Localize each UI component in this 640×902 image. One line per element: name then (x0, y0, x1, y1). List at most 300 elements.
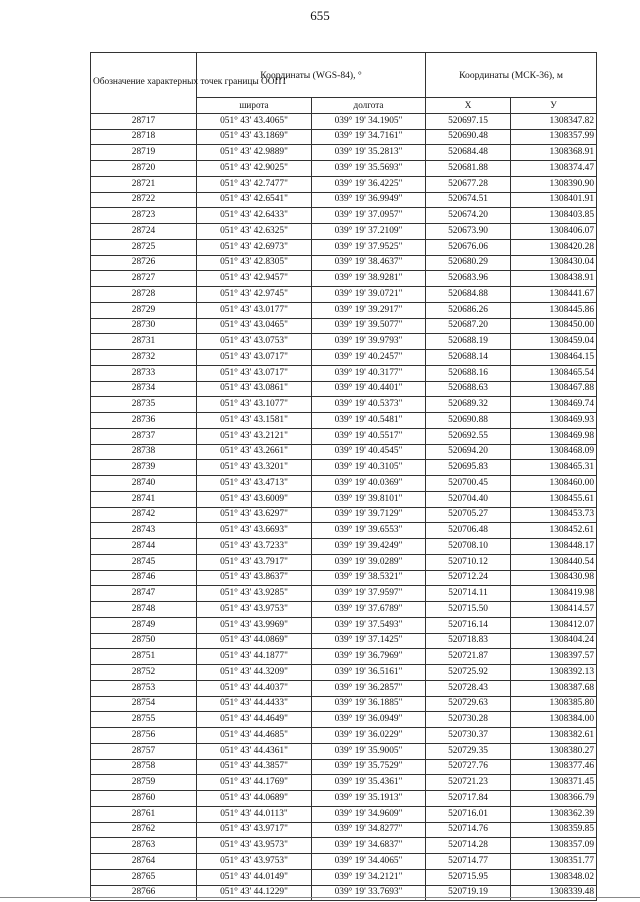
longitude-cell: 039° 19' 40.4545" (312, 444, 426, 460)
x-cell: 520715.50 (426, 602, 511, 618)
table-row (91, 539, 597, 555)
latitude-cell: 051° 43' 42.6973" (197, 239, 312, 255)
latitude-cell: 051° 43' 44.4685" (197, 728, 312, 744)
page-number: 655 (310, 8, 330, 23)
longitude-cell: 039° 19' 37.2109" (312, 224, 426, 240)
longitude-cell: 039° 19' 39.6553" (312, 523, 426, 539)
x-cell: 520674.20 (426, 208, 511, 224)
latitude-cell: 051° 43' 42.6433" (197, 208, 312, 224)
table-row (91, 791, 597, 807)
table-row (91, 271, 597, 287)
table-row (91, 712, 597, 728)
table-row (91, 145, 597, 161)
x-cell: 520716.01 (426, 806, 511, 822)
x-cell: 520690.48 (426, 129, 511, 145)
point-id-cell: 28737 (91, 428, 197, 444)
table-row (91, 869, 597, 885)
latitude-cell: 051° 43' 43.9573" (197, 838, 312, 854)
point-id-cell: 28732 (91, 350, 197, 366)
point-id-cell: 28766 (91, 885, 197, 901)
x-cell: 520681.88 (426, 161, 511, 177)
x-cell: 520694.20 (426, 444, 511, 460)
point-id-cell: 28759 (91, 775, 197, 791)
table-row (91, 428, 597, 444)
y-cell: 1308384.00 (511, 712, 597, 728)
y-cell: 1308459.04 (511, 334, 597, 350)
header-msk36: Координаты (МСК-36), м (426, 53, 597, 98)
y-cell: 1308412.07 (511, 617, 597, 633)
x-cell: 520727.76 (426, 759, 511, 775)
x-cell: 520721.87 (426, 649, 511, 665)
table-row (91, 381, 597, 397)
x-cell: 520730.28 (426, 712, 511, 728)
y-cell: 1308351.77 (511, 854, 597, 870)
point-id-cell: 28721 (91, 176, 197, 192)
point-id-cell: 28753 (91, 680, 197, 696)
x-cell: 520714.76 (426, 822, 511, 838)
y-cell: 1308445.86 (511, 302, 597, 318)
latitude-cell: 051° 43' 44.4037" (197, 680, 312, 696)
x-cell: 520714.77 (426, 854, 511, 870)
x-cell: 520716.14 (426, 617, 511, 633)
latitude-cell: 051° 43' 42.6541" (197, 192, 312, 208)
longitude-cell: 039° 19' 38.4637" (312, 255, 426, 271)
x-cell: 520688.16 (426, 365, 511, 381)
y-cell: 1308403.85 (511, 208, 597, 224)
latitude-cell: 051° 43' 43.9753" (197, 854, 312, 870)
table-row (91, 318, 597, 334)
y-cell: 1308397.57 (511, 649, 597, 665)
header-latitude: широта (197, 98, 312, 114)
point-id-cell: 28750 (91, 633, 197, 649)
table-row (91, 854, 597, 870)
y-cell: 1308414.57 (511, 602, 597, 618)
x-cell: 520729.63 (426, 696, 511, 712)
x-cell: 520704.40 (426, 491, 511, 507)
y-cell: 1308453.73 (511, 507, 597, 523)
table-row (91, 476, 597, 492)
y-cell: 1308464.15 (511, 350, 597, 366)
point-id-cell: 28724 (91, 224, 197, 240)
longitude-cell: 039° 19' 37.6789" (312, 602, 426, 618)
latitude-cell: 051° 43' 44.0149" (197, 869, 312, 885)
point-id-cell: 28726 (91, 255, 197, 271)
table-row (91, 885, 597, 901)
longitude-cell: 039° 19' 36.1885" (312, 696, 426, 712)
x-cell: 520673.90 (426, 224, 511, 240)
longitude-cell: 039° 19' 40.0369" (312, 476, 426, 492)
table-row (91, 239, 597, 255)
longitude-cell: 039° 19' 37.9597" (312, 586, 426, 602)
longitude-cell: 039° 19' 37.0957" (312, 208, 426, 224)
table-row (91, 728, 597, 744)
point-id-cell: 28755 (91, 712, 197, 728)
x-cell: 520712.24 (426, 570, 511, 586)
table-row (91, 113, 597, 129)
longitude-cell: 039° 19' 40.4401" (312, 381, 426, 397)
point-id-cell: 28738 (91, 444, 197, 460)
table-row (91, 444, 597, 460)
point-id-cell: 28719 (91, 145, 197, 161)
y-cell: 1308347.82 (511, 113, 597, 129)
x-cell: 520677.28 (426, 176, 511, 192)
longitude-cell: 039° 19' 35.7529" (312, 759, 426, 775)
y-cell: 1308401.91 (511, 192, 597, 208)
y-cell: 1308390.90 (511, 176, 597, 192)
table-row (91, 680, 597, 696)
point-id-cell: 28757 (91, 743, 197, 759)
point-id-cell: 28763 (91, 838, 197, 854)
x-cell: 520684.48 (426, 145, 511, 161)
table-row (91, 413, 597, 429)
longitude-cell: 039° 19' 39.7129" (312, 507, 426, 523)
latitude-cell: 051° 43' 43.6693" (197, 523, 312, 539)
latitude-cell: 051° 43' 43.0465" (197, 318, 312, 334)
longitude-cell: 039° 19' 39.0721" (312, 287, 426, 303)
header-wgs84: Координаты (WGS-84), ° (197, 53, 426, 98)
x-cell: 520686.26 (426, 302, 511, 318)
y-cell: 1308469.93 (511, 413, 597, 429)
y-cell: 1308357.09 (511, 838, 597, 854)
latitude-cell: 051° 43' 43.4065" (197, 113, 312, 129)
latitude-cell: 051° 43' 43.3201" (197, 460, 312, 476)
table-row (91, 129, 597, 145)
x-cell: 520719.19 (426, 885, 511, 901)
table-body (91, 113, 597, 901)
latitude-cell: 051° 43' 44.0689" (197, 791, 312, 807)
y-cell: 1308385.80 (511, 696, 597, 712)
latitude-cell: 051° 43' 44.1769" (197, 775, 312, 791)
y-cell: 1308392.13 (511, 665, 597, 681)
latitude-cell: 051° 43' 43.4713" (197, 476, 312, 492)
longitude-cell: 039° 19' 39.2917" (312, 302, 426, 318)
point-id-cell: 28720 (91, 161, 197, 177)
x-cell: 520683.96 (426, 271, 511, 287)
longitude-cell: 039° 19' 36.0229" (312, 728, 426, 744)
longitude-cell: 039° 19' 36.0949" (312, 712, 426, 728)
longitude-cell: 039° 19' 36.9949" (312, 192, 426, 208)
x-cell: 520714.11 (426, 586, 511, 602)
longitude-cell: 039° 19' 40.2457" (312, 350, 426, 366)
longitude-cell: 039° 19' 35.9005" (312, 743, 426, 759)
x-cell: 520674.51 (426, 192, 511, 208)
longitude-cell: 039° 19' 39.5077" (312, 318, 426, 334)
longitude-cell: 039° 19' 39.8101" (312, 491, 426, 507)
longitude-cell: 039° 19' 36.5161" (312, 665, 426, 681)
table-row (91, 775, 597, 791)
point-id-cell: 28744 (91, 539, 197, 555)
y-cell: 1308460.00 (511, 476, 597, 492)
point-id-cell: 28728 (91, 287, 197, 303)
y-cell: 1308406.07 (511, 224, 597, 240)
longitude-cell: 039° 19' 35.1913" (312, 791, 426, 807)
longitude-cell: 039° 19' 34.6837" (312, 838, 426, 854)
point-id-cell: 28736 (91, 413, 197, 429)
point-id-cell: 28739 (91, 460, 197, 476)
latitude-cell: 051° 43' 43.9285" (197, 586, 312, 602)
latitude-cell: 051° 43' 43.0861" (197, 381, 312, 397)
latitude-cell: 051° 43' 44.0869" (197, 633, 312, 649)
latitude-cell: 051° 43' 43.0177" (197, 302, 312, 318)
table-row (91, 334, 597, 350)
x-cell: 520714.28 (426, 838, 511, 854)
latitude-cell: 051° 43' 44.4433" (197, 696, 312, 712)
y-cell: 1308368.91 (511, 145, 597, 161)
table-row (91, 759, 597, 775)
longitude-cell: 039° 19' 39.9793" (312, 334, 426, 350)
x-cell: 520700.45 (426, 476, 511, 492)
table-row (91, 838, 597, 854)
table-row (91, 822, 597, 838)
y-cell: 1308467.88 (511, 381, 597, 397)
y-cell: 1308452.61 (511, 523, 597, 539)
latitude-cell: 051° 43' 44.3209" (197, 665, 312, 681)
longitude-cell: 039° 19' 40.5481" (312, 413, 426, 429)
y-cell: 1308348.02 (511, 869, 597, 885)
table-row (91, 460, 597, 476)
x-cell: 520725.92 (426, 665, 511, 681)
y-cell: 1308371.45 (511, 775, 597, 791)
point-id-cell: 28742 (91, 507, 197, 523)
x-cell: 520710.12 (426, 554, 511, 570)
table-row (91, 554, 597, 570)
latitude-cell: 051° 43' 42.9745" (197, 287, 312, 303)
latitude-cell: 051° 43' 43.7917" (197, 554, 312, 570)
x-cell: 520695.83 (426, 460, 511, 476)
longitude-cell: 039° 19' 37.5493" (312, 617, 426, 633)
point-id-cell: 28756 (91, 728, 197, 744)
longitude-cell: 039° 19' 39.0289" (312, 554, 426, 570)
table-row (91, 491, 597, 507)
x-cell: 520688.19 (426, 334, 511, 350)
x-cell: 520676.06 (426, 239, 511, 255)
longitude-cell: 039° 19' 34.1905" (312, 113, 426, 129)
x-cell: 520680.29 (426, 255, 511, 271)
table-row (91, 350, 597, 366)
table-row (91, 192, 597, 208)
latitude-cell: 051° 43' 43.0717" (197, 350, 312, 366)
point-id-cell: 28740 (91, 476, 197, 492)
table-row (91, 208, 597, 224)
point-id-cell: 28733 (91, 365, 197, 381)
y-cell: 1308469.74 (511, 397, 597, 413)
table-row (91, 696, 597, 712)
latitude-cell: 051° 43' 43.9753" (197, 602, 312, 618)
latitude-cell: 051° 43' 42.8305" (197, 255, 312, 271)
y-cell: 1308450.00 (511, 318, 597, 334)
table-row (91, 617, 597, 633)
point-id-cell: 28718 (91, 129, 197, 145)
y-cell: 1308448.17 (511, 539, 597, 555)
latitude-cell: 051° 43' 42.7477" (197, 176, 312, 192)
table-row (91, 633, 597, 649)
table-row (91, 302, 597, 318)
y-cell: 1308441.67 (511, 287, 597, 303)
latitude-cell: 051° 43' 43.9969" (197, 617, 312, 633)
longitude-cell: 039° 19' 33.7693" (312, 885, 426, 901)
x-cell: 520692.55 (426, 428, 511, 444)
table-row (91, 397, 597, 413)
header-y: У (511, 98, 597, 114)
table-row (91, 365, 597, 381)
x-cell: 520684.88 (426, 287, 511, 303)
latitude-cell: 051° 43' 43.6009" (197, 491, 312, 507)
y-cell: 1308377.46 (511, 759, 597, 775)
longitude-cell: 039° 19' 36.4225" (312, 176, 426, 192)
latitude-cell: 051° 43' 44.0113" (197, 806, 312, 822)
y-cell: 1308419.98 (511, 586, 597, 602)
y-cell: 1308430.98 (511, 570, 597, 586)
table-row (91, 649, 597, 665)
y-cell: 1308380.27 (511, 743, 597, 759)
y-cell: 1308387.68 (511, 680, 597, 696)
y-cell: 1308404.24 (511, 633, 597, 649)
x-cell: 520708.10 (426, 539, 511, 555)
longitude-cell: 039° 19' 34.2121" (312, 869, 426, 885)
y-cell: 1308357.99 (511, 129, 597, 145)
latitude-cell: 051° 43' 44.3857" (197, 759, 312, 775)
x-cell: 520705.27 (426, 507, 511, 523)
latitude-cell: 051° 43' 42.9457" (197, 271, 312, 287)
point-id-cell: 28758 (91, 759, 197, 775)
latitude-cell: 051° 43' 43.8637" (197, 570, 312, 586)
point-id-cell: 28761 (91, 806, 197, 822)
latitude-cell: 051° 43' 43.7233" (197, 539, 312, 555)
point-id-cell: 28748 (91, 602, 197, 618)
page-bottom-rule (0, 897, 640, 898)
point-id-cell: 28765 (91, 869, 197, 885)
latitude-cell: 051° 43' 44.1877" (197, 649, 312, 665)
longitude-cell: 039° 19' 36.2857" (312, 680, 426, 696)
point-id-cell: 28749 (91, 617, 197, 633)
latitude-cell: 051° 43' 43.0717" (197, 365, 312, 381)
y-cell: 1308469.98 (511, 428, 597, 444)
latitude-cell: 051° 43' 42.9025" (197, 161, 312, 177)
point-id-cell: 28764 (91, 854, 197, 870)
x-cell: 520690.88 (426, 413, 511, 429)
table-row (91, 161, 597, 177)
latitude-cell: 051° 43' 42.6325" (197, 224, 312, 240)
y-cell: 1308339.48 (511, 885, 597, 901)
longitude-cell: 039° 19' 40.5517" (312, 428, 426, 444)
latitude-cell: 051° 43' 42.9889" (197, 145, 312, 161)
latitude-cell: 051° 43' 43.1869" (197, 129, 312, 145)
longitude-cell: 039° 19' 37.9525" (312, 239, 426, 255)
point-id-cell: 28751 (91, 649, 197, 665)
y-cell: 1308420.28 (511, 239, 597, 255)
table-row (91, 176, 597, 192)
x-cell: 520697.15 (426, 113, 511, 129)
header-point-name: Обозначение характерных точек границы ООПТ (91, 53, 197, 114)
point-id-cell: 28717 (91, 113, 197, 129)
point-id-cell: 28734 (91, 381, 197, 397)
longitude-cell: 039° 19' 38.9281" (312, 271, 426, 287)
table-row (91, 255, 597, 271)
y-cell: 1308366.79 (511, 791, 597, 807)
longitude-cell: 039° 19' 37.1425" (312, 633, 426, 649)
x-cell: 520721.23 (426, 775, 511, 791)
longitude-cell: 039° 19' 34.7161" (312, 129, 426, 145)
latitude-cell: 051° 43' 43.2121" (197, 428, 312, 444)
latitude-cell: 051° 43' 44.4361" (197, 743, 312, 759)
longitude-cell: 039° 19' 34.4065" (312, 854, 426, 870)
y-cell: 1308438.91 (511, 271, 597, 287)
point-id-cell: 28741 (91, 491, 197, 507)
longitude-cell: 039° 19' 39.4249" (312, 539, 426, 555)
point-id-cell: 28760 (91, 791, 197, 807)
y-cell: 1308374.47 (511, 161, 597, 177)
point-id-cell: 28731 (91, 334, 197, 350)
y-cell: 1308362.39 (511, 806, 597, 822)
x-cell: 520715.95 (426, 869, 511, 885)
longitude-cell: 039° 19' 40.5373" (312, 397, 426, 413)
longitude-cell: 039° 19' 38.5321" (312, 570, 426, 586)
point-id-cell: 28735 (91, 397, 197, 413)
longitude-cell: 039° 19' 40.3105" (312, 460, 426, 476)
x-cell: 520688.14 (426, 350, 511, 366)
latitude-cell: 051° 43' 43.6297" (197, 507, 312, 523)
latitude-cell: 051° 43' 44.4649" (197, 712, 312, 728)
header-x: X (426, 98, 511, 114)
x-cell: 520689.32 (426, 397, 511, 413)
point-id-cell: 28746 (91, 570, 197, 586)
table-row (91, 586, 597, 602)
point-id-cell: 28727 (91, 271, 197, 287)
coordinates-table (90, 52, 597, 901)
table-row (91, 806, 597, 822)
latitude-cell: 051° 43' 43.1077" (197, 397, 312, 413)
table-row (91, 523, 597, 539)
x-cell: 520730.37 (426, 728, 511, 744)
y-cell: 1308465.31 (511, 460, 597, 476)
y-cell: 1308455.61 (511, 491, 597, 507)
y-cell: 1308382.61 (511, 728, 597, 744)
point-id-cell: 28729 (91, 302, 197, 318)
longitude-cell: 039° 19' 35.2813" (312, 145, 426, 161)
longitude-cell: 039° 19' 35.4361" (312, 775, 426, 791)
x-cell: 520728.43 (426, 680, 511, 696)
x-cell: 520687.20 (426, 318, 511, 334)
point-id-cell: 28725 (91, 239, 197, 255)
table-row (91, 602, 597, 618)
y-cell: 1308468.09 (511, 444, 597, 460)
x-cell: 520706.48 (426, 523, 511, 539)
table-row (91, 287, 597, 303)
point-id-cell: 28752 (91, 665, 197, 681)
y-cell: 1308465.54 (511, 365, 597, 381)
longitude-cell: 039° 19' 36.7969" (312, 649, 426, 665)
point-id-cell: 28730 (91, 318, 197, 334)
point-id-cell: 28754 (91, 696, 197, 712)
point-id-cell: 28723 (91, 208, 197, 224)
y-cell: 1308359.85 (511, 822, 597, 838)
latitude-cell: 051° 43' 43.0753" (197, 334, 312, 350)
table-row (91, 665, 597, 681)
latitude-cell: 051° 43' 43.9717" (197, 822, 312, 838)
longitude-cell: 039° 19' 35.5693" (312, 161, 426, 177)
point-id-cell: 28722 (91, 192, 197, 208)
x-cell: 520729.35 (426, 743, 511, 759)
latitude-cell: 051° 43' 43.2661" (197, 444, 312, 460)
latitude-cell: 051° 43' 43.1581" (197, 413, 312, 429)
latitude-cell: 051° 43' 44.1229" (197, 885, 312, 901)
header-longitude: долгота (312, 98, 426, 114)
point-id-cell: 28762 (91, 822, 197, 838)
y-cell: 1308430.04 (511, 255, 597, 271)
x-cell: 520718.83 (426, 633, 511, 649)
point-id-cell: 28743 (91, 523, 197, 539)
x-cell: 520717.84 (426, 791, 511, 807)
